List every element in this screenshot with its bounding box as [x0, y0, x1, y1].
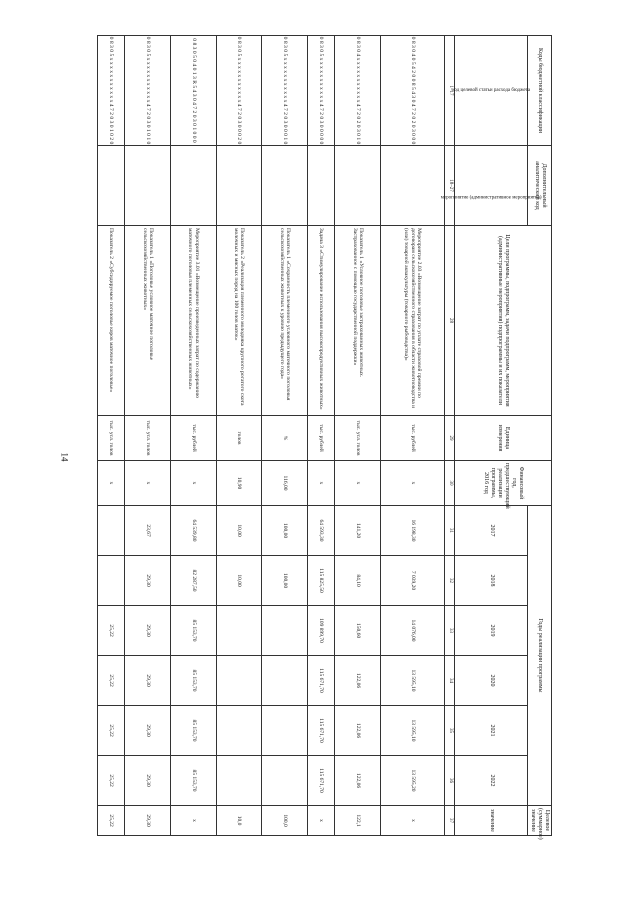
- year-value-cell: 25,22: [98, 756, 125, 806]
- year-value-cell: 7 039,20: [381, 556, 445, 606]
- program-table: [97, 35, 552, 840]
- year-value-cell: 85 153,70: [171, 706, 217, 756]
- code-cell: 0 8 3 0 5 х х х х х х х х х х х 4 7 2 0 3 0 0 0 2 0: [216, 36, 262, 146]
- header-goal-value: значение: [455, 806, 528, 836]
- goal-value-cell: х: [381, 806, 445, 836]
- description-cell: Показатель 1 «Сохранность племенного условного маточного поголовья сельскохозяйственных животных к уровню предыдущего года»: [262, 226, 308, 416]
- col-num-budget: 1–17: [445, 36, 455, 146]
- year-value-cell: [216, 656, 262, 706]
- goal-value-cell: 100,0: [262, 806, 308, 836]
- year-value-cell: 29,30: [125, 706, 171, 756]
- year-value-cell: 85 153,70: [171, 756, 217, 806]
- col-num-fin: 30: [445, 461, 455, 506]
- year-value-cell: 13 595,10: [381, 706, 445, 756]
- year-value-cell: 23,67: [125, 506, 171, 556]
- year-value-cell: [216, 606, 262, 656]
- table-row: [98, 36, 125, 836]
- year-value-cell: 141,20: [335, 506, 381, 556]
- year-value-cell: [98, 556, 125, 606]
- goal-value-cell: 29,30: [125, 806, 171, 836]
- year-value-cell: [262, 606, 308, 656]
- year-value-cell: 109 899,70: [308, 606, 335, 656]
- code-cell: 0 8 3 0 5 х х х х х х х х х х х 4 7 2 0 3 0 0 0 0 0: [308, 36, 335, 146]
- year-value-cell: 13 595,20: [381, 756, 445, 806]
- unit-cell: тыс. усл. голов: [335, 416, 381, 461]
- year-value-cell: 100,00: [262, 556, 308, 606]
- description-cell: Задача 3 «Стимулирование использования высокопродуктивных животных»: [308, 226, 335, 416]
- header-year-2018: 2018: [455, 556, 528, 606]
- header-year-2022: 2022: [455, 756, 528, 806]
- analytic-cell: [216, 146, 262, 226]
- header-goal-achieve: Целевое (суммарное) значение: [528, 806, 552, 836]
- year-value-cell: 25,22: [98, 606, 125, 656]
- year-value-cell: 82 287,50: [171, 556, 217, 606]
- year-value-cell: 122,06: [335, 756, 381, 806]
- year-value-cell: 122,06: [335, 706, 381, 756]
- analytic-cell: [171, 146, 217, 226]
- code-cell: 0 8 3 0 5 х х х х х х х х х х х 4 7 2 0 3 0 0 0 1 0: [262, 36, 308, 146]
- fin-year-cell: х: [98, 461, 125, 506]
- code-cell: 0 8 3 0 5 х х х х х х х х х х х 4 7 2 0 3 0 1 0 1 0: [125, 36, 171, 146]
- header-years: Годы реализации программы: [528, 506, 552, 806]
- unit-cell: %: [262, 416, 308, 461]
- analytic-cell: [381, 146, 445, 226]
- unit-cell: тыс. рублей: [381, 416, 445, 461]
- analytic-cell: [262, 146, 308, 226]
- year-value-cell: 10,00: [216, 506, 262, 556]
- fin-year-cell: х: [125, 461, 171, 506]
- year-value-cell: [98, 506, 125, 556]
- description-cell: Показатель 2 «Субсидируемое поголовье коров маточное поголовье»: [98, 226, 125, 416]
- year-value-cell: 14 076,00: [381, 606, 445, 656]
- description-cell: Показатель 2 «Реализация племенного молодняка крупного рогатого скота молочных и мясных пород на 100 голов маток»: [216, 226, 262, 416]
- table-row: [381, 36, 445, 836]
- goal-value-cell: 10,0: [216, 806, 262, 836]
- year-value-cell: 29,30: [125, 556, 171, 606]
- page-number: 14: [59, 452, 70, 462]
- col-num-2017: 31: [445, 506, 455, 556]
- analytic-cell: [308, 146, 335, 226]
- year-value-cell: [262, 756, 308, 806]
- year-value-cell: 115 671,70: [308, 756, 335, 806]
- header-year-2021: 2021: [455, 706, 528, 756]
- fin-year-cell: х: [381, 461, 445, 506]
- header-goal: Цели программы, подпрограмм, задачи подпрограмм, мероприятия (административные мероприятия) подпрограммы и их показатели: [455, 226, 552, 416]
- col-num-2018: 32: [445, 556, 455, 606]
- year-value-cell: 29,30: [125, 606, 171, 656]
- code-cell: 0 8 3 0 5 0 4 0 1 3 R 5 4 3 0 4 7 2 0 3 0 1 0 0 0: [171, 36, 217, 146]
- year-value-cell: 100,00: [262, 506, 308, 556]
- description-cell: Показатель 1 «Поголовье условное маточное поголовье сельскохозяйственных животных»: [125, 226, 171, 416]
- col-num-goal-value: 37: [445, 806, 455, 836]
- year-value-cell: 115 671,70: [308, 706, 335, 756]
- table-row: [171, 36, 217, 836]
- fin-year-cell: х: [308, 461, 335, 506]
- description-cell: Мероприятие 3.01 «Возмещение произведенных затрат по содержанию маточного поголовья племенных сельскохозяйственных животных»: [171, 226, 217, 416]
- unit-cell: голов: [216, 416, 262, 461]
- goal-value-cell: х: [308, 806, 335, 836]
- budget-sub-label: код целевой статьи расхода бюджета: [452, 87, 531, 93]
- fin-year-cell: х: [335, 461, 381, 506]
- year-value-cell: 29,30: [125, 756, 171, 806]
- rotated-table-container: [97, 35, 552, 840]
- analytic-cell: [335, 146, 381, 226]
- year-value-cell: 64 593,30: [308, 506, 335, 556]
- table-row: [335, 36, 381, 836]
- goal-value-cell: 122,1: [335, 806, 381, 836]
- table-body: [98, 36, 445, 836]
- code-cell: 0 8 3 0 4 х х х х х х х х х х х 4 7 2 0 2 0 3 0 1 0: [335, 36, 381, 146]
- year-value-cell: 84,10: [335, 556, 381, 606]
- col-num-2022: 36: [445, 756, 455, 806]
- analytic-sub-label: мероприятие (административное мероприятие): [440, 195, 542, 201]
- year-value-cell: 85 153,70: [171, 656, 217, 706]
- analytic-cell: [125, 146, 171, 226]
- code-cell: 0 8 3 0 5 х х х х х х х х х х х 4 7 2 0 3 0 1 0 2 0: [98, 36, 125, 146]
- header-unit: Единица измерения: [455, 416, 552, 461]
- header-year-2019: 2019: [455, 606, 528, 656]
- year-value-cell: 16 198,30: [381, 506, 445, 556]
- year-value-cell: 115 825,50: [308, 556, 335, 606]
- header-analytic-code: Дополнительный аналитический код: [528, 146, 552, 226]
- code-cell: 0 8 3 0 4 0 5 4 2 0 0 8 5 4 3 0 4 7 2 0 2 0 3 0 0 0: [381, 36, 445, 146]
- col-num-goal: 28: [445, 226, 455, 416]
- col-num-2021: 35: [445, 706, 455, 756]
- description-cell: Показатель 1 «Условное поголовье застрахованных животных. Застрахованное с помощью государственной поддержки»: [335, 226, 381, 416]
- unit-cell: тыс. усл. голов: [125, 416, 171, 461]
- year-value-cell: [262, 706, 308, 756]
- unit-cell: тыс. рублей: [308, 416, 335, 461]
- year-value-cell: 122,06: [335, 656, 381, 706]
- goal-value-cell: х: [171, 806, 217, 836]
- year-value-cell: 25,22: [98, 706, 125, 756]
- col-num-2019: 33: [445, 606, 455, 656]
- header-year-2017: 2017: [455, 506, 528, 556]
- table-row: [262, 36, 308, 836]
- year-value-cell: [262, 656, 308, 706]
- header-fin-year: Финансовый год, предшествующий реализации программы, 2016 год: [455, 461, 552, 506]
- goal-value-cell: 25,22: [98, 806, 125, 836]
- analytic-cell: [98, 146, 125, 226]
- table-row: [308, 36, 335, 836]
- unit-cell: тыс. рублей: [171, 416, 217, 461]
- unit-cell: тыс. усл. голов: [98, 416, 125, 461]
- year-value-cell: 64 539,80: [171, 506, 217, 556]
- fin-year-cell: х: [171, 461, 217, 506]
- year-value-cell: 85 153,70: [171, 606, 217, 656]
- description-cell: Мероприятие 2.03 «Возмещение затрат по уплате страховой премии по договорам сельскохозяйственного страхования в области животноводства и (или) товарной аквакультуры (товарного рыбоводства)»: [381, 226, 445, 416]
- fin-year-cell: 10,90: [216, 461, 262, 506]
- fin-year-cell: 116,00: [262, 461, 308, 506]
- col-num-analytic: 18–27: [445, 146, 455, 226]
- header-year-2020: 2020: [455, 656, 528, 706]
- year-value-cell: [216, 706, 262, 756]
- table-row: [125, 36, 171, 836]
- year-value-cell: 29,30: [125, 656, 171, 706]
- year-value-cell: 150,60: [335, 606, 381, 656]
- year-value-cell: 25,22: [98, 656, 125, 706]
- header-budget-sub: [452, 36, 531, 146]
- year-value-cell: [216, 756, 262, 806]
- year-value-cell: 115 671,70: [308, 656, 335, 706]
- col-num-unit: 29: [445, 416, 455, 461]
- year-value-cell: 13 595,10: [381, 656, 445, 706]
- year-value-cell: 10,00: [216, 556, 262, 606]
- table-row: [216, 36, 262, 836]
- header-budget-codes: Коды бюджетной классификации: [528, 36, 552, 146]
- col-num-2020: 34: [445, 656, 455, 706]
